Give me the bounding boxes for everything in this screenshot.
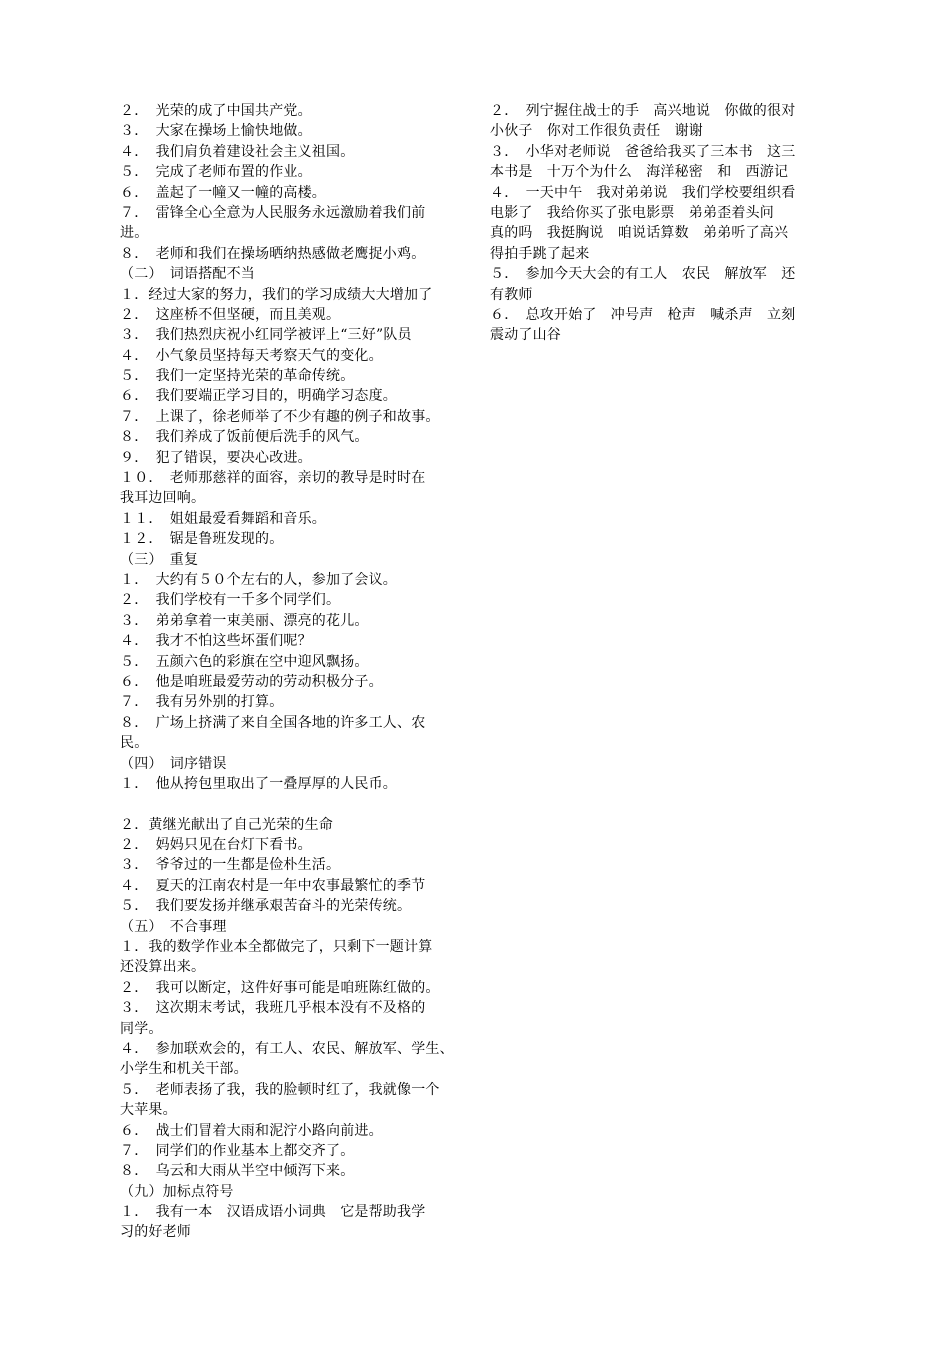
text-line: ２． 妈妈只见在台灯下看书。	[120, 837, 312, 854]
text-line: １． 我有一本 汉语成语小词典 它是帮助我学	[120, 1204, 426, 1221]
text-line: ５． 我们一定坚持光荣的革命传统。	[120, 368, 355, 385]
text-line: 震动了山谷	[490, 327, 561, 344]
text-line: 真的吗 我挺胸说 咱说话算数 弟弟听了高兴	[490, 225, 789, 242]
left-column	[120, 101, 470, 1243]
text-line: ７． 雷锋全心全意为人民服务永远激励着我们前	[120, 204, 426, 221]
right-column	[490, 101, 840, 346]
text-line: ３． 大家在操场上愉快地做。	[120, 123, 312, 140]
text-line: ３． 小华对老师说 爸爸给我买了三本书 这三	[490, 143, 796, 160]
text-line: 同学。	[120, 1020, 163, 1037]
text-line: 习的好老师	[120, 1224, 191, 1241]
text-line: 还没算出来。	[120, 959, 206, 976]
text-line: ８． 老师和我们在操场晒纳热感做老鹰捉小鸡。	[120, 245, 426, 262]
text-line: 民。	[120, 735, 149, 752]
text-line: ７． 上课了，徐老师举了不少有趣的例子和故事。	[120, 408, 440, 425]
text-line: （二） 词语搭配不当	[120, 266, 255, 283]
text-line: ２． 列宁握住战士的手 高兴地说 你做的很对	[490, 103, 796, 119]
text-line: 有教师	[490, 286, 533, 303]
text-line	[120, 794, 470, 814]
text-line: ６． 盖起了一幢又一幢的高楼。	[120, 184, 326, 201]
text-line: １２． 锯是鲁班发现的。	[120, 531, 284, 548]
text-line: ３． 我们热烈庆祝小红同学被评上“三好”队员	[120, 327, 412, 344]
text-line: １０． 老师那慈祥的面容，亲切的教导是时时在	[120, 470, 426, 487]
text-line: ５． 参加今天大会的有工人 农民 解放军 还	[490, 266, 796, 283]
text-line: （九）加标点符号	[120, 1183, 234, 1200]
text-line: ４． 一天中午 我对弟弟说 我们学校要组织看	[490, 184, 796, 201]
text-line: ３． 这次期末考试，我班几乎根本没有不及格的	[120, 1000, 426, 1017]
text-line: １． 他从挎包里取出了一叠厚厚的人民币。	[120, 775, 397, 792]
text-line: ４． 参加联欢会的，有工人、农民、解放军、学生、	[120, 1040, 454, 1057]
text-line: ６． 他是咱班最爱劳动的劳动积极分子。	[120, 673, 383, 690]
text-line: ５． 我们要发扬并继承艰苦奋斗的光荣传统。	[120, 898, 412, 915]
text-line: ２． 这座桥不但坚硬，而且美观。	[120, 306, 341, 323]
text-line: ４． 夏天的江南农村是一年中农事最繁忙的季节	[120, 877, 426, 894]
text-line: 得拍手跳了起来	[490, 245, 590, 262]
text-line: ３． 弟弟拿着一束美丽、漂亮的花儿。	[120, 612, 369, 629]
text-line: ２． 光荣的成了中国共产党。	[120, 103, 312, 119]
text-line: ４． 我们肩负着建设社会主义祖国。	[120, 143, 355, 160]
text-line: ２． 我可以断定，这件好事可能是咱班陈红做的。	[120, 979, 440, 996]
text-line: ７． 同学们的作业基本上都交齐了。	[120, 1142, 355, 1159]
text-line: 本书是 十万个为什么 海洋秘密 和 西游记	[490, 164, 789, 181]
text-line: ５． 完成了老师布置的作业。	[120, 164, 312, 181]
text-line: ５． 老师表扬了我，我的脸顿时红了，我就像一个	[120, 1081, 440, 1098]
text-line: ６． 战士们冒着大雨和泥泞小路向前进。	[120, 1122, 383, 1139]
text-line: ８． 乌云和大雨从半空中倾泻下来。	[120, 1163, 355, 1180]
text-line: 小伙子 你对工作很负责任 谢谢	[490, 123, 703, 140]
text-line: １． 大约有５０个左右的人，参加了会议。	[120, 571, 397, 588]
text-line: 电影了 我给你买了张电影票 弟弟歪着头问	[490, 204, 774, 221]
text-line: ２．黄继光献出了自己光荣的生命	[120, 816, 333, 833]
text-line: ５． 五颜六色的彩旗在空中迎风飘扬。	[120, 653, 369, 670]
text-line: 进。	[120, 225, 149, 242]
text-line: １．我的数学作业本全都做完了，只剩下一题计算	[120, 939, 433, 956]
text-line: ７． 我有另外别的打算。	[120, 694, 284, 711]
text-line: ９． 犯了错误，要决心改进。	[120, 449, 312, 466]
text-line: １１． 姐姐最爱看舞蹈和音乐。	[120, 510, 326, 527]
text-line: 小学生和机关干部。	[120, 1061, 248, 1078]
text-line: ４． 小气象员坚持每天考察天气的变化。	[120, 347, 383, 364]
text-line: ３． 爷爷过的一生都是俭朴生活。	[120, 857, 341, 874]
text-line: （四） 词序错误	[120, 755, 227, 772]
text-line: （三） 重复	[120, 551, 199, 568]
text-line: 我耳边回响。	[120, 490, 206, 507]
text-line: ８． 我们养成了饭前便后洗手的风气。	[120, 429, 369, 446]
text-line: 大苹果。	[120, 1102, 177, 1119]
text-line: ２． 我们学校有一千多个同学们。	[120, 592, 341, 609]
text-line: ４． 我才不怕这些坏蛋们呢？	[120, 633, 312, 650]
text-line: １．经过大家的努力，我们的学习成绩大大增加了	[120, 286, 433, 303]
text-line: ６． 我们要端正学习目的，明确学习态度。	[120, 388, 397, 405]
text-line: （五） 不合事理	[120, 918, 227, 935]
text-line: ６． 总攻开始了 冲号声 枪声 喊杀声 立刻	[490, 306, 796, 323]
text-line: ８． 广场上挤满了来自全国各地的许多工人、农	[120, 714, 426, 731]
